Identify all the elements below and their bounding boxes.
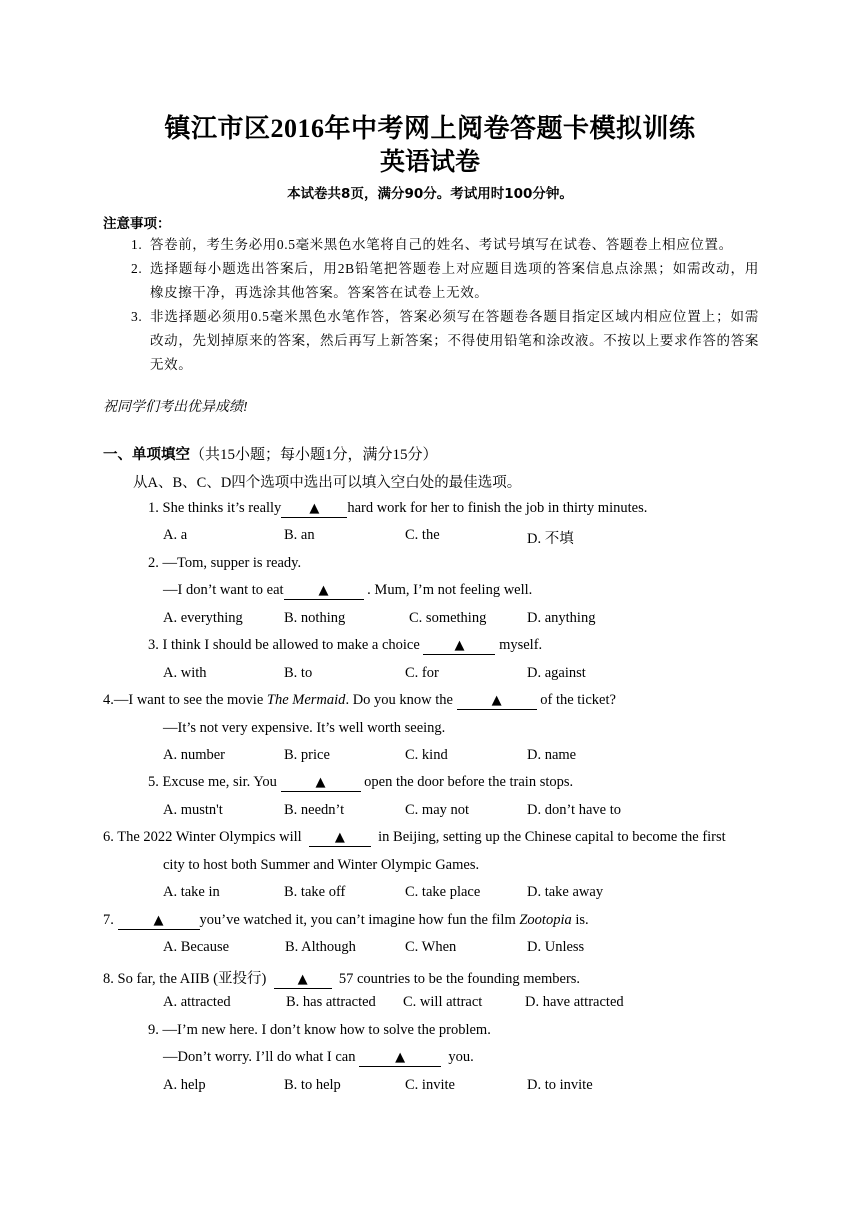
- question-text: . Mum, I’m not feeling well.: [367, 582, 533, 598]
- question-text: —Don’t worry. I’ll do what I can: [163, 1049, 356, 1065]
- answer-blank: [284, 582, 364, 600]
- option-c: C. for: [405, 665, 439, 681]
- question-text: Excuse me, sir. You: [162, 774, 277, 790]
- question-text: She thinks it’s really: [162, 500, 282, 516]
- option-c: C. will attract: [403, 994, 483, 1010]
- option-c: C. something: [409, 610, 487, 626]
- question-9-line-2: [163, 1049, 474, 1067]
- page-subject-title: 英语试卷: [379, 149, 480, 176]
- question-1: [148, 500, 647, 518]
- question-number: 2.: [148, 555, 159, 571]
- movie-title: The Mermaid: [266, 692, 346, 708]
- question-2-line-2: [163, 582, 532, 600]
- question-text: —I don’t want to eat: [163, 582, 284, 598]
- triangle-marker-icon: ▲: [395, 1050, 406, 1065]
- question-number: 5.: [148, 774, 159, 790]
- question-4: [103, 692, 616, 710]
- notice-text: 非选择题必须用0.5毫米黑色水笔作答，答案必须写在答题卷各题目指定区域内相应位置上；如需改动，先划掉原来的答案，然后再写上新答案；不得使用铅笔和涂改液。不按以上要求作答的答案无效。: [150, 309, 759, 372]
- question-number: 6.: [103, 829, 114, 845]
- section-heading: [103, 443, 438, 464]
- notice-number: 1.: [131, 237, 143, 252]
- question-text: —I want to see the movie: [113, 692, 267, 708]
- question-text: of the ticket?: [540, 692, 616, 708]
- option-a: A. mustn't: [163, 802, 223, 818]
- triangle-marker-icon: ▲: [297, 972, 308, 987]
- notice-list: [131, 233, 759, 377]
- good-luck-message: 祝同学们考出优异成绩!: [103, 400, 248, 415]
- answer-blank: [423, 637, 495, 655]
- options-row: [0, 939, 860, 959]
- options-row: [0, 884, 860, 904]
- options-row: [0, 610, 860, 630]
- option-d: D. have attracted: [525, 994, 624, 1010]
- notice-text: 答卷前，考生务必用0.5毫米黑色水笔将自己的姓名、考试号填写在试卷、答题卷上相应位置。: [150, 237, 733, 252]
- option-a: A. with: [163, 665, 207, 681]
- options-row: [0, 747, 860, 767]
- question-number: 9.: [148, 1022, 159, 1038]
- notice-heading: 注意事项：: [103, 216, 171, 232]
- option-b: B. nothing: [284, 610, 346, 626]
- answer-blank: [274, 971, 332, 989]
- section-meta: （共15小题；每小题1分，满分15分）: [190, 447, 438, 463]
- question-text: hard work for her to finish the job in thirty minutes.: [347, 500, 648, 516]
- option-d: D. Unless: [527, 939, 585, 955]
- option-a: A. everything: [163, 610, 243, 626]
- option-a: A. help: [163, 1077, 206, 1093]
- question-text: 57 countries to be the founding members.: [338, 971, 581, 987]
- film-title: Zootopia: [519, 912, 572, 928]
- question-text: myself.: [499, 637, 543, 653]
- answer-blank: [281, 500, 347, 518]
- option-d: D. name: [527, 747, 577, 763]
- notice-item: [131, 257, 759, 305]
- option-b: B. take off: [284, 884, 346, 900]
- notice-number: 2.: [131, 261, 143, 276]
- option-c: C. kind: [405, 747, 448, 763]
- option-c: C. When: [405, 939, 457, 955]
- question-text: is.: [571, 912, 589, 928]
- question-5: [148, 774, 573, 792]
- option-d: D. 不填: [527, 531, 574, 547]
- answer-blank: [118, 912, 200, 930]
- triangle-marker-icon: ▲: [153, 913, 164, 928]
- option-c: C. take place: [405, 884, 481, 900]
- answer-blank: [359, 1049, 441, 1067]
- option-b: B. to help: [284, 1077, 341, 1093]
- option-a: A. take in: [163, 884, 220, 900]
- question-text: open the door before the train stops.: [364, 774, 574, 790]
- question-9: [148, 1022, 491, 1039]
- option-a: A. number: [163, 747, 226, 763]
- options-row: [0, 527, 860, 547]
- question-8: [103, 967, 580, 989]
- question-text: in Beijing, setting up the Chinese capital to become the first: [378, 829, 726, 845]
- notice-number: 3.: [131, 309, 143, 324]
- question-6: [103, 829, 726, 847]
- question-number: 4.: [103, 692, 114, 708]
- notice-text: 选择题每小题选出答案后，用2B铅笔把答题卷上对应题目选项的答案信息点涂黑；如需改动，用橡皮擦干净，再选涂其他答案。答案答在试卷上无效。: [150, 261, 759, 300]
- question-text: . Do you know the: [345, 692, 453, 708]
- option-d: D. anything: [527, 610, 596, 626]
- page-title: 镇江市区2016年中考网上阅卷答题卡模拟训练: [164, 114, 696, 143]
- option-d: D. take away: [527, 884, 604, 900]
- options-row: [0, 994, 860, 1014]
- notice-item: [131, 305, 759, 377]
- option-b: B. to: [284, 665, 313, 681]
- question-text: you.: [448, 1049, 474, 1065]
- section-instruction: 从A、B、C、D四个选项中选出可以填入空白处的最佳选项。: [133, 475, 522, 491]
- question-number: 8.: [103, 971, 114, 987]
- option-b: B. needn’t: [284, 802, 345, 818]
- question-text: I think I should be allowed to make a choice: [162, 637, 420, 653]
- section-name: 单项填空: [132, 447, 190, 463]
- triangle-marker-icon: ▲: [491, 693, 502, 708]
- triangle-marker-icon: ▲: [315, 775, 326, 790]
- option-c: C. invite: [405, 1077, 455, 1093]
- section-number: 一、: [103, 447, 132, 463]
- triangle-marker-icon: ▲: [318, 583, 329, 598]
- option-d: D. don’t have to: [527, 802, 621, 818]
- question-text: —I’m new here. I don’t know how to solve the problem.: [162, 1022, 491, 1038]
- question-text: So far, the AIIB (亚投行): [117, 971, 267, 987]
- option-c: C. the: [405, 527, 440, 543]
- answer-blank: [457, 692, 537, 710]
- option-c: C. may not: [405, 802, 470, 818]
- option-b: B. price: [284, 747, 330, 763]
- option-d: D. against: [527, 665, 586, 681]
- triangle-marker-icon: ▲: [334, 830, 345, 845]
- question-number: 3.: [148, 637, 159, 653]
- question-4-line-2: —It’s not very expensive. It’s well worth seeing.: [163, 720, 446, 736]
- option-d: D. to invite: [527, 1077, 593, 1093]
- option-b: B. Although: [285, 939, 356, 955]
- option-a: A. attracted: [163, 994, 231, 1010]
- option-b: B. an: [284, 527, 315, 543]
- option-a: A. a: [163, 527, 188, 543]
- options-row: [0, 665, 860, 685]
- answer-blank: [281, 774, 361, 792]
- question-text: —Tom, supper is ready.: [162, 555, 302, 571]
- question-text: you’ve watched it, you can’t imagine how fun the film: [199, 912, 520, 928]
- triangle-marker-icon: ▲: [454, 638, 465, 653]
- question-number: 7.: [103, 912, 114, 928]
- question-number: 1.: [148, 500, 159, 516]
- options-row: [0, 802, 860, 822]
- option-b: B. has attracted: [286, 994, 376, 1010]
- question-7: [103, 912, 589, 930]
- question-3: [148, 637, 542, 655]
- question-6-line-2: city to host both Summer and Winter Olympic Games.: [163, 857, 480, 873]
- options-row: [0, 1077, 860, 1097]
- exam-info: 本试卷共8页，满分90分。考试用时100分钟。: [287, 186, 573, 202]
- question-2: [148, 555, 301, 572]
- question-text: The 2022 Winter Olympics will: [117, 829, 302, 845]
- option-a: A. Because: [163, 939, 230, 955]
- triangle-marker-icon: ▲: [309, 501, 320, 516]
- notice-item: [131, 233, 759, 257]
- answer-blank: [309, 829, 371, 847]
